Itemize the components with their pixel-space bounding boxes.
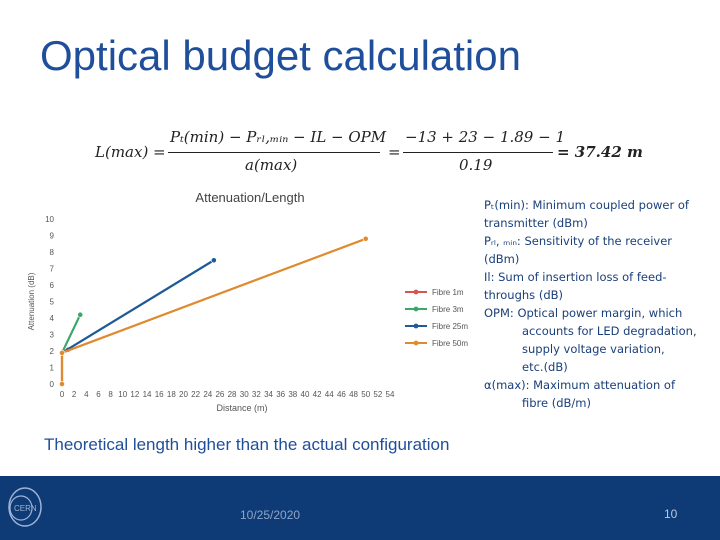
x-tick-label: 38	[288, 390, 298, 399]
data-point	[78, 312, 83, 317]
x-tick-label: 52	[373, 390, 383, 399]
svg-text:CERN: CERN	[14, 504, 37, 513]
legend-label: Fibre 25m	[432, 322, 469, 331]
x-tick-label: 14	[142, 390, 152, 399]
legend-marker	[414, 290, 419, 295]
cern-logo-icon	[6, 484, 44, 530]
footer-date: 10/25/2020	[240, 508, 301, 522]
y-tick-label: 8	[49, 248, 54, 257]
y-tick-label: 3	[49, 330, 54, 340]
formula-denominator-2: 0.19	[459, 156, 493, 174]
data-point	[211, 258, 216, 263]
x-tick-label: 32	[251, 390, 261, 399]
x-tick-label: 28	[227, 390, 237, 399]
y-tick-label: 4	[49, 314, 54, 323]
slide-title: Optical budget calculation	[40, 32, 521, 79]
x-tick-label: 2	[71, 390, 77, 399]
legend-label: Fibre 1m	[432, 288, 464, 297]
formula-fraction-bar-2	[403, 152, 553, 153]
y-tick-label: 6	[49, 281, 54, 290]
x-tick-label: 10	[118, 390, 128, 399]
definitions-list	[484, 196, 704, 412]
x-tick-label: 26	[215, 390, 225, 399]
formula-equals: =	[388, 143, 401, 161]
y-tick-label: 0	[49, 380, 54, 389]
x-tick-label: 18	[166, 390, 176, 399]
x-tick-label: 44	[324, 390, 334, 399]
formula-lhs: L(max) =	[95, 143, 166, 161]
definition-line: Pₜ(min): Minimum coupled power of transmitter (dBm)	[484, 198, 689, 230]
legend-marker	[414, 307, 419, 312]
definition-line: supply voltage variation,	[522, 342, 665, 356]
x-tick-label: 42	[312, 390, 322, 399]
page-number: 10	[664, 507, 678, 521]
formula-numerator-2: −13 + 23 − 1.89 − 1	[405, 128, 565, 146]
y-tick-label: 1	[49, 363, 54, 373]
x-tick-label: 36	[276, 390, 286, 399]
x-tick-label: 4	[84, 390, 89, 399]
x-tick-label: 24	[203, 390, 213, 399]
y-tick-label: 2	[49, 347, 54, 356]
legend-marker	[414, 341, 419, 346]
x-tick-label: 54	[385, 390, 395, 399]
x-tick-label: 48	[349, 390, 359, 399]
x-tick-label: 0	[59, 390, 65, 399]
x-tick-label: 46	[336, 390, 346, 399]
series-line	[62, 260, 214, 353]
x-axis-label: Distance (m)	[216, 403, 268, 413]
conclusion-text: Theoretical length higher than the actual configuration	[44, 435, 450, 454]
definition-line: fibre (dB/m)	[522, 396, 591, 410]
x-tick-label: 34	[264, 390, 273, 399]
legend-marker	[414, 324, 419, 329]
x-tick-label: 12	[130, 390, 140, 399]
formula-denominator-1: a(max)	[245, 156, 298, 174]
x-tick-label: 40	[300, 390, 310, 399]
data-point	[363, 236, 368, 241]
formula-numerator-1: Pₜ(min) − Pᵣₗ,ₘᵢₙ − IL − OPM	[170, 128, 387, 146]
x-tick-label: 20	[179, 390, 188, 399]
legend-label: Fibre 3m	[432, 305, 464, 314]
formula-fraction-bar-1	[168, 152, 380, 153]
attenuation-length-chart	[20, 205, 480, 415]
x-tick-label: 16	[154, 390, 164, 399]
definition-line: Il: Sum of insertion loss of feed-throughs (dB)	[484, 270, 667, 302]
x-tick-label: 6	[96, 390, 101, 399]
y-tick-label: 5	[49, 297, 54, 307]
x-tick-label: 22	[191, 390, 201, 399]
legend-label: Fibre 50m	[432, 339, 469, 348]
x-tick-label: 50	[361, 390, 371, 399]
formula	[95, 126, 655, 182]
definition-line: etc.(dB)	[522, 360, 568, 374]
y-tick-label: 7	[49, 264, 54, 274]
definition-line: α(max): Maximum attenuation of	[484, 378, 675, 392]
chart-title: Attenuation/Length	[195, 190, 305, 205]
definition-line: Pᵣₗ, ₘᵢₙ: Sensitivity of the receiver (dBm)	[484, 234, 673, 266]
data-point	[59, 350, 64, 355]
definition-line: OPM: Optical power margin, which	[484, 306, 683, 320]
y-axis-label: Attenuation (dB)	[27, 272, 36, 331]
footer-bar	[0, 476, 720, 540]
x-tick-label: 8	[108, 390, 113, 399]
x-tick-label: 30	[239, 390, 249, 399]
definition-line: accounts for LED degradation,	[522, 324, 697, 338]
y-tick-label: 10	[45, 215, 54, 224]
y-tick-label: 9	[49, 231, 54, 241]
formula-result: = 37.42 m	[557, 143, 643, 161]
data-point	[59, 381, 64, 386]
